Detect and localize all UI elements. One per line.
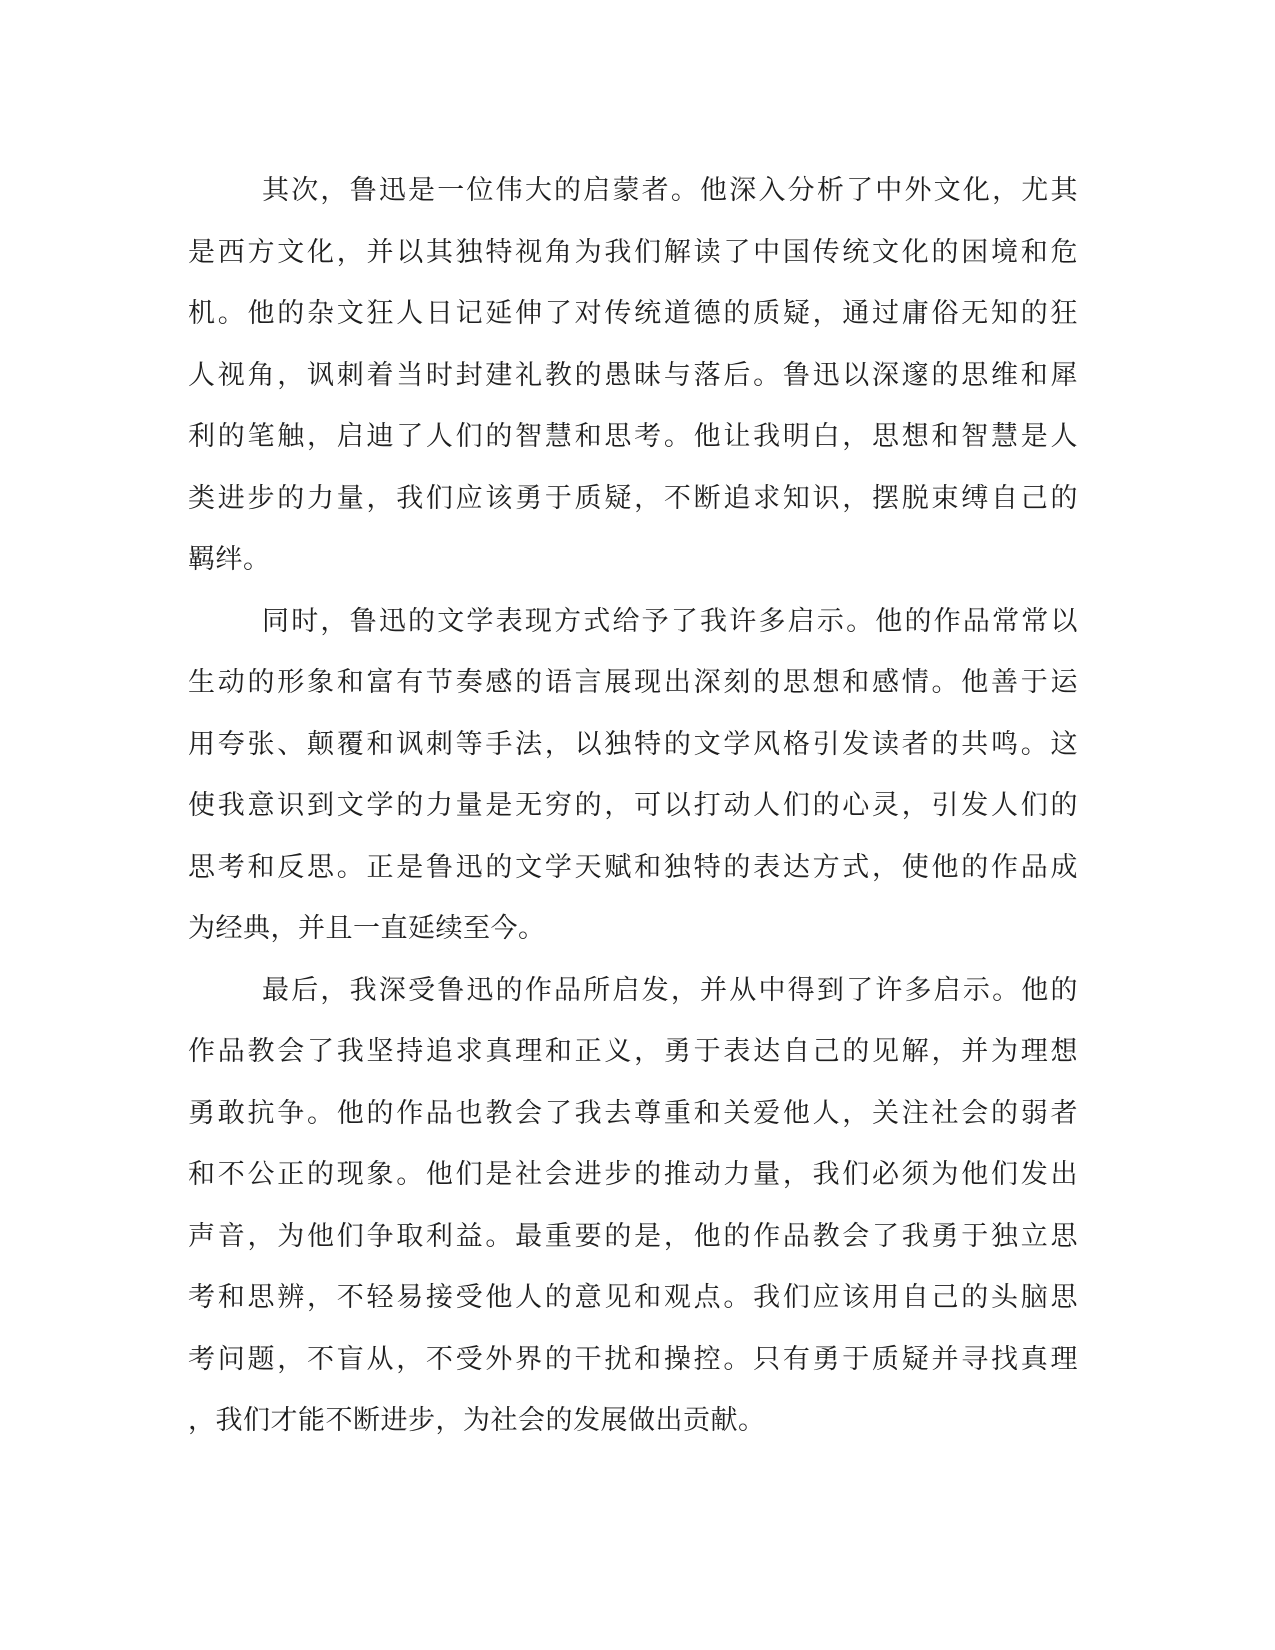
text-line: 羁绊。	[188, 544, 271, 575]
text-line: 是西方文化，并以其独特视角为我们解读了中国传统文化的困境和危	[188, 236, 1078, 268]
text-line: 作品教会了我坚持追求真理和正义，勇于表达自己的见解，并为理想	[188, 1036, 1078, 1067]
text-line: 最后，我深受鲁迅的作品所启发，并从中得到了许多启示。他的	[262, 974, 1078, 1006]
text-line: 利的笔触，启迪了人们的智慧和思考。他让我明白，思想和智慧是人	[188, 421, 1078, 452]
text-line: 同时，鲁迅的文学表现方式给予了我许多启示。他的作品常常以	[262, 605, 1078, 637]
text-line: 考问题，不盲从，不受外界的干扰和操控。只有勇于质疑并寻找真理	[188, 1343, 1078, 1375]
document-body	[188, 160, 1078, 1452]
text-line: 思考和反思。正是鲁迅的文学天赋和独特的表达方式，使他的作品成	[188, 851, 1078, 883]
text-line: 使我意识到文学的力量是无穷的，可以打动人们的心灵，引发人们的	[188, 790, 1078, 821]
text-line: ，我们才能不断进步，为社会的发展做出贡献。	[188, 1405, 766, 1436]
text-line: 声音，为他们争取利益。最重要的是，他的作品教会了我勇于独立思	[188, 1220, 1078, 1252]
text-line: 类进步的力量，我们应该勇于质疑，不断追求知识，摆脱束缚自己的	[188, 482, 1078, 514]
paragraph-3	[188, 960, 1078, 1452]
text-line: 用夸张、颠覆和讽刺等手法，以独特的文学风格引发读者的共鸣。这	[188, 728, 1078, 760]
text-line: 机。他的杂文狂人日记延伸了对传统道德的质疑，通过庸俗无知的狂	[188, 298, 1078, 329]
text-line: 勇敢抗争。他的作品也教会了我去尊重和关爱他人，关注社会的弱者	[188, 1097, 1078, 1129]
text-line: 人视角，讽刺着当时封建礼教的愚昧与落后。鲁迅以深邃的思维和犀	[188, 359, 1078, 391]
text-line: 生动的形象和富有节奏感的语言展现出深刻的思想和感情。他善于运	[188, 667, 1078, 698]
paragraph-2	[188, 591, 1078, 960]
text-line: 为经典，并且一直延续至今。	[188, 913, 546, 944]
text-line: 考和思辨，不轻易接受他人的意见和观点。我们应该用自己的头脑思	[188, 1282, 1078, 1313]
text-line: 和不公正的现象。他们是社会进步的推动力量，我们必须为他们发出	[188, 1159, 1078, 1190]
paragraph-1	[188, 160, 1078, 591]
text-line: 其次，鲁迅是一位伟大的启蒙者。他深入分析了中外文化，尤其	[262, 175, 1078, 206]
